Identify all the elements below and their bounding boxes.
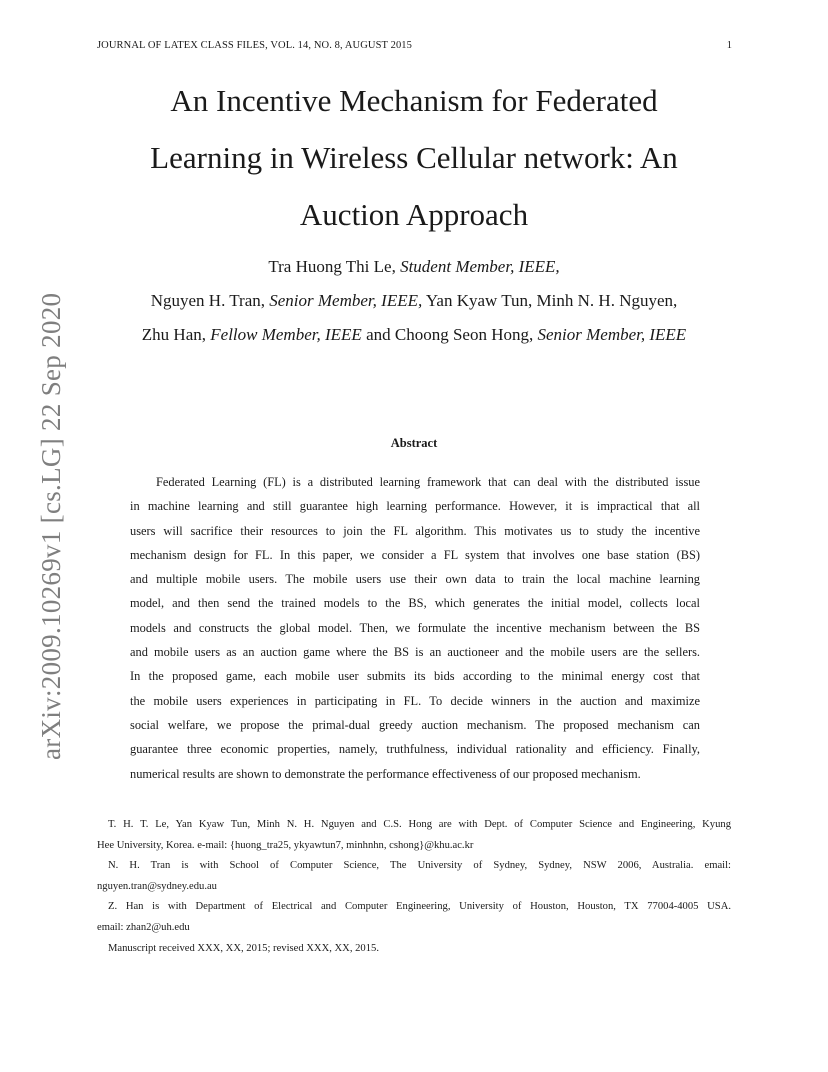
author-line (60, 250, 768, 284)
abstract-line: and mobile users as an auction game where the BS is an auctioneer and the mobile users are the sellers. (130, 645, 700, 660)
author-name: Nguyen H. Tran, (150, 291, 266, 310)
author-name: and Choong Seon Hong, (366, 325, 534, 344)
abstract-body (130, 470, 700, 786)
title-line: Auction Approach (299, 197, 529, 232)
abstract-line: models and constructs the global model. Then, we formulate the incentive mechanism between the BS (130, 620, 700, 635)
abstract-heading: Abstract (390, 436, 438, 450)
title-line: An Incentive Mechanism for Federated (170, 83, 658, 118)
footnote-line: email: zhan2@uh.edu (97, 921, 190, 933)
abstract-line: users will sacrifice their resources to join the FL algorithm. This motivates us to study the incentive (130, 523, 700, 538)
abstract-line: in machine learning and still guarantee high learning performance. However, it is impractical that all (130, 499, 700, 514)
author-line (60, 318, 768, 352)
author-name: Tra Huong Thi Le, (268, 257, 396, 276)
author-line (60, 284, 768, 318)
abstract-line: the mobile users experiences in participating in FL. To decide winners in the auction and maximize (130, 693, 700, 708)
paper-title (100, 72, 728, 243)
abstract-line: and multiple mobile users. The mobile users use their own data to train the local machine learning (130, 572, 700, 587)
footnote-line: Hee University, Korea. e-mail: {huong_tra25, ykyawtun7, minhnhn, cshong}@khu.ac.kr (97, 839, 474, 851)
footnote-line: nguyen.tran@sydney.edu.au (97, 880, 217, 892)
abstract-line: mechanism design for FL. In this paper, we consider a FL system that involves one base station (BS) (130, 547, 700, 562)
author-affiliation-footnotes (97, 815, 731, 959)
author-membership: Fellow Member, IEEE (210, 325, 362, 344)
footnote-line: Manuscript received XXX, XX, 2015; revised XXX, XX, 2015. (108, 942, 379, 954)
running-header: JOURNAL OF LATEX CLASS FILES, VOL. 14, NO. 8, AUGUST 2015 (97, 40, 412, 51)
abstract-line: guarantee three economic properties, namely, truthfulness, individual rationality and efficiency. Finally, (130, 742, 700, 757)
abstract-line: In the proposed game, each mobile user submits its bids according to the minimal energy cost that (130, 669, 700, 684)
arxiv-identifier-stamp: arXiv:2009.10269v1 [cs.LG] 22 Sep 2020 (36, 292, 66, 760)
author-membership: Student Member, IEEE, (400, 257, 560, 276)
author-name: Zhu Han, (141, 325, 207, 344)
author-names: Yan Kyaw Tun, Minh N. H. Nguyen, (425, 291, 678, 310)
title-line: Learning in Wireless Cellular network: An (150, 140, 678, 175)
abstract-line: model, and then send the trained models to the BS, which generates the initial model, collects local (130, 596, 700, 611)
author-membership: Senior Member, IEEE, (269, 291, 423, 310)
author-membership: Senior Member, IEEE (537, 325, 687, 344)
footnote-line: T. H. T. Le, Yan Kyaw Tun, Minh N. H. Nguyen and C.S. Hong are with Dept. of Computer Science and Engineering, Kyung (108, 819, 731, 830)
footnote-line: Z. Han is with Department of Electrical and Computer Engineering, University of Houston, Houston, TX 77004-4005 USA. (108, 901, 731, 913)
page-number: 1 (726, 40, 732, 51)
abstract-line: numerical results are shown to demonstrate the performance effectiveness of our proposed mechanism. (130, 766, 641, 781)
author-list (60, 250, 768, 352)
footnote-line: N. H. Tran is with School of Computer Science, The University of Sydney, Sydney, NSW 2006, Australia. email: (108, 860, 731, 872)
abstract-line: social welfare, we propose the primal-dual greedy auction mechanism. The proposed mechanism can (130, 717, 700, 732)
abstract-line: Federated Learning (FL) is a distributed learning framework that can deal with the distributed issue (156, 475, 700, 489)
